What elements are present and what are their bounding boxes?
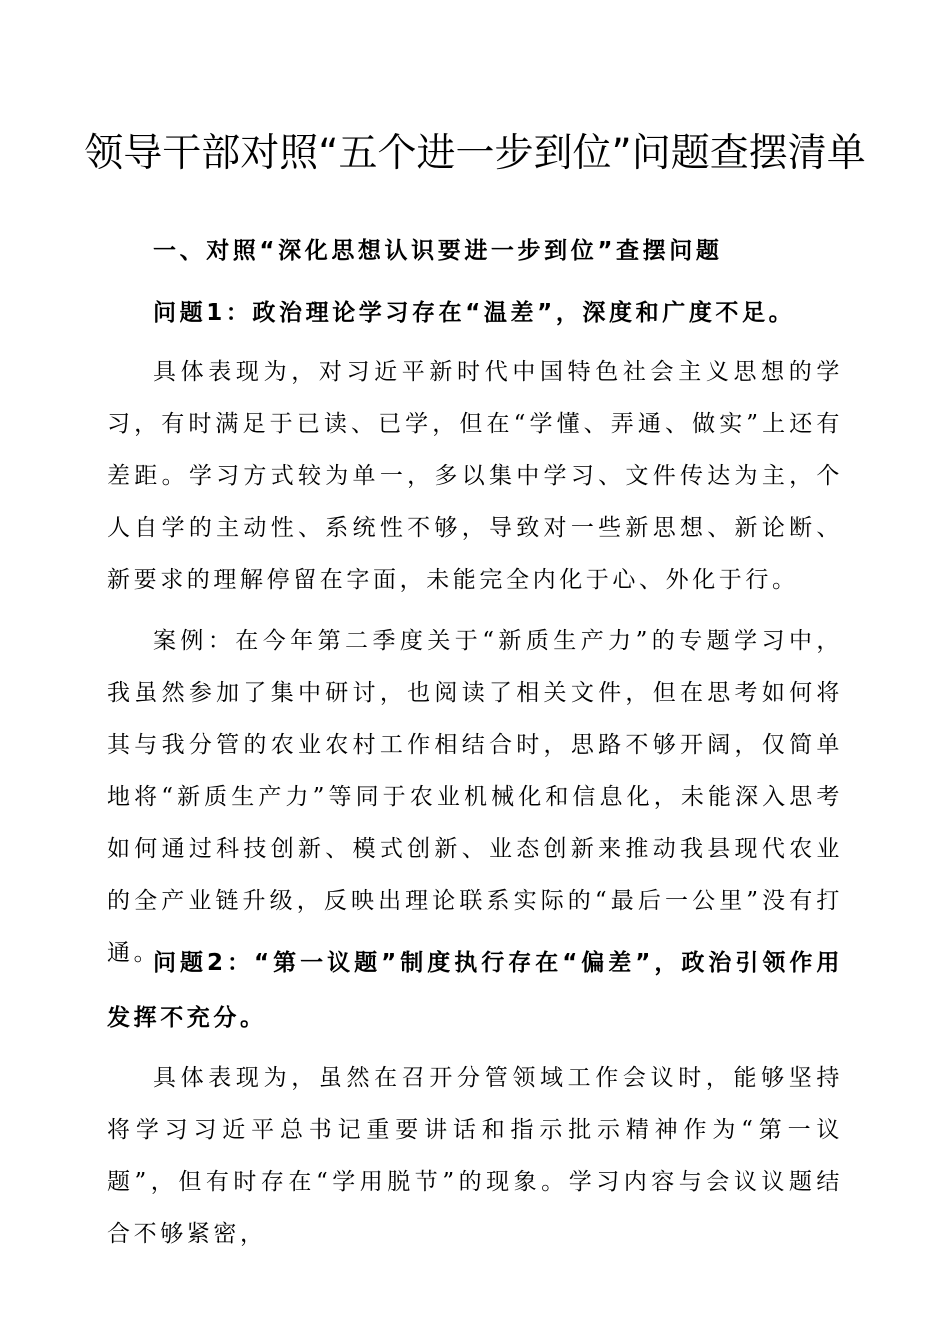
problem-2-description: 具体表现为，虽然在召开分管领域工作会议时，能够坚持将学习习近平总书记重要讲话和指示批示精神作为“第一议题”，但有时存在“学用脱节”的现象。学习内容与会议议题结合不够紧密， [107,1065,843,1247]
problem-2-title: 问题2：“第一议题”制度执行存在“偏差”，政治引领作用发挥不充分。 [107,950,843,1031]
document-title: 领导干部对照“五个进一步到位”问题查摆清单 [84,131,866,176]
problem-1-title: 问题1：政治理论学习存在“温差”，深度和广度不足。 [153,300,796,326]
problem-1-description: 具体表现为，对习近平新时代中国特色社会主义思想的学习，有时满足于已读、已学，但在“学懂、弄通、做实”上还有差距。学习方式较为单一，多以集中学习、文件传达为主，个人自学的主动性、系统性不够，导致对一些新思想、新论断、新要求的理解停留在字面，未能完全内化于心、外化于行。 [107,359,843,593]
section-heading: 一、对照“深化思想认识要进一步到位”查摆问题 [153,238,723,264]
problem-1-case: 案例：在今年第二季度关于“新质生产力”的专题学习中，我虽然参加了集中研讨，也阅读了相关文件，但在思考如何将其与我分管的农业农村工作相结合时，思路不够开阔，仅简单地将“新质生产力”等同于农业机械化和信息化，未能深入思考如何通过科技创新、模式创新、业态创新来推动我县现代农业的全产业链升级，反映出理论联系实际的“最后一公里”没有打通。 [107,628,843,966]
